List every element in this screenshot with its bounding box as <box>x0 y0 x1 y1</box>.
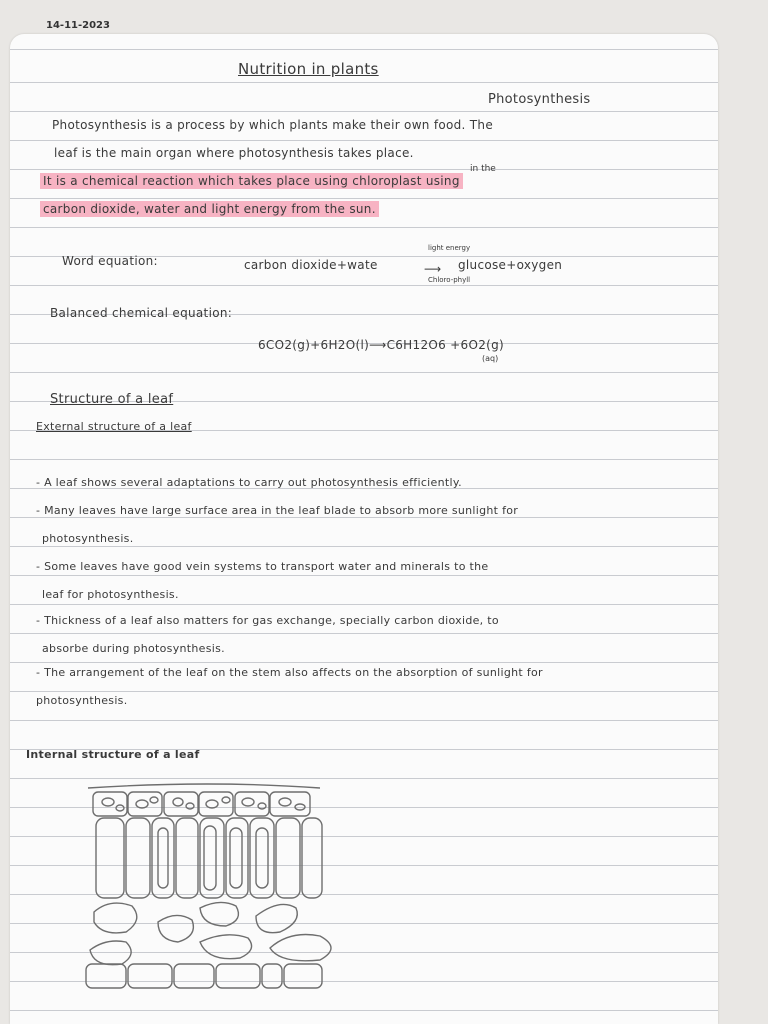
balanced-equation-aq: (aq) <box>482 354 499 363</box>
point-5-cont: photosynthesis. <box>36 694 128 707</box>
word-equation-lhs: carbon dioxide+wate <box>244 258 378 272</box>
intro-line-3-highlight: It is a chemical reaction which takes place using chloroplast using <box>40 173 463 189</box>
spongy-mesophyll-cells <box>90 902 331 964</box>
word-equation-rhs: glucose+oxygen <box>458 258 563 272</box>
intro-line-1: Photosynthesis is a process by which plants make their own food. The <box>52 118 494 132</box>
word-equation-label: Word equation: <box>62 254 158 268</box>
point-1: - A leaf shows several adaptations to carry out photosynthesis efficiently. <box>36 476 462 489</box>
word-equation-arrow: ⟶ <box>424 262 442 276</box>
word-equation-arrow-bottom: Chloro-phyll <box>428 276 471 284</box>
balanced-equation: 6CO2(g)+6H2O(l)⟶C6H12O6 +6O2(g) <box>258 338 505 352</box>
intro-line-3 <box>40 174 463 188</box>
point-2-cont: photosynthesis. <box>42 532 134 545</box>
point-3: - Some leaves have good vein systems to transport water and minerals to the <box>36 560 489 573</box>
date: 14-11-2023 <box>46 20 110 31</box>
word-equation-arrow-top: light energy <box>428 244 471 252</box>
intro-insert: in the <box>470 164 496 174</box>
point-4-cont: absorbe during photosynthesis. <box>42 642 225 655</box>
point-4: - Thickness of a leaf also matters for gas exchange, specially carbon dioxide, to <box>36 614 499 627</box>
point-5: - The arrangement of the leaf on the stem also affects on the absorption of sunlight for <box>36 666 543 679</box>
page-title: Nutrition in plants <box>238 60 379 78</box>
leaf-cross-section-drawing <box>80 780 350 995</box>
internal-structure-heading: Internal structure of a leaf <box>26 748 200 761</box>
point-3-cont: leaf for photosynthesis. <box>42 588 179 601</box>
subtitle: Photosynthesis <box>488 92 591 107</box>
lower-epidermis-cells <box>86 964 322 988</box>
upper-epidermis-cells <box>93 792 310 816</box>
structure-heading: Structure of a leaf <box>50 392 174 407</box>
point-2: - Many leaves have large surface area in the leaf blade to absorb more sunlight for <box>36 504 519 517</box>
balanced-equation-label: Balanced chemical equation: <box>50 306 233 320</box>
palisade-cells <box>96 818 322 898</box>
intro-line-4 <box>40 202 379 216</box>
intro-line-4-highlight: carbon dioxide, water and light energy from the sun. <box>40 201 379 217</box>
intro-line-2: leaf is the main organ where photosynthesis takes place. <box>54 146 414 160</box>
external-structure-heading: External structure of a leaf <box>36 420 192 433</box>
